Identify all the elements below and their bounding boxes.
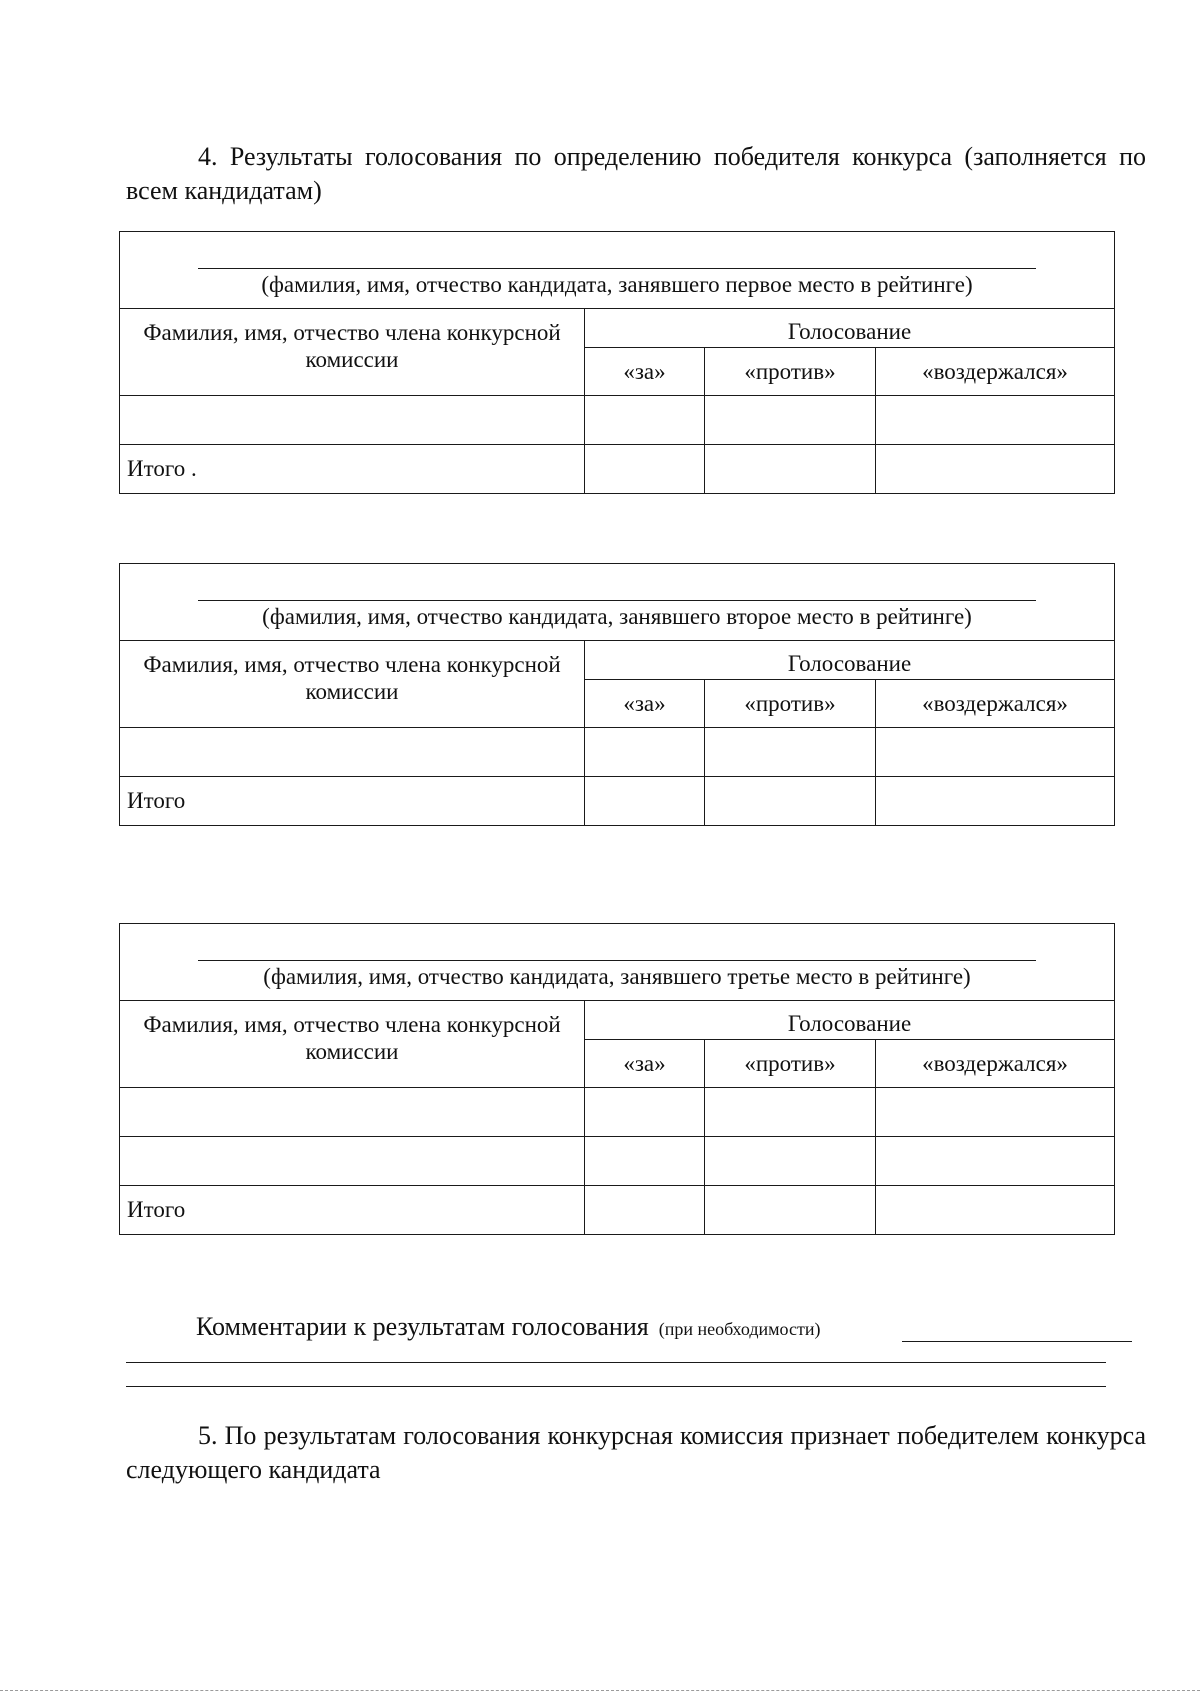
table-row <box>120 1137 1115 1186</box>
vote-abstain-cell[interactable] <box>876 1137 1115 1186</box>
vote-against-cell[interactable] <box>705 396 876 445</box>
candidate-name-line <box>198 268 1036 269</box>
comments-note: (при необходимости) <box>658 1319 821 1339</box>
option-against: «против» <box>705 348 876 396</box>
option-for: «за» <box>585 1040 705 1088</box>
member-name-header: Фамилия, имя, отчество члена конкурсной комиссии <box>120 309 585 396</box>
section-5-heading: 5. По результатам голосования конкурсная комиссия признает победителем конкурса следующего кандидата <box>126 1421 1146 1484</box>
vote-against-cell[interactable] <box>705 728 876 777</box>
candidate-caption: (фамилия, имя, отчество кандидата, занявшего первое место в рейтинге) <box>261 272 973 297</box>
member-name-cell[interactable] <box>120 728 585 777</box>
total-for-cell[interactable] <box>585 1186 705 1235</box>
member-name-cell[interactable] <box>120 1088 585 1137</box>
vote-abstain-cell[interactable] <box>876 728 1115 777</box>
option-abstain: «воздержался» <box>876 680 1115 728</box>
member-name-header: Фамилия, имя, отчество члена конкурсной комиссии <box>120 641 585 728</box>
option-for: «за» <box>585 680 705 728</box>
total-abstain-cell[interactable] <box>876 1186 1115 1235</box>
vote-abstain-cell[interactable] <box>876 396 1115 445</box>
vote-header: Голосование <box>585 641 1115 680</box>
vote-table-third-place <box>119 923 1115 1235</box>
candidate-name-cell[interactable] <box>120 564 1115 641</box>
table-row <box>120 728 1115 777</box>
candidate-name-line <box>198 960 1036 961</box>
total-abstain-cell[interactable] <box>876 445 1115 494</box>
comments-fill-line[interactable] <box>126 1386 1106 1387</box>
total-label: Итого <box>120 1186 585 1235</box>
comments-label <box>196 1310 820 1346</box>
total-row <box>120 1186 1115 1235</box>
total-label: Итого . <box>120 445 585 494</box>
vote-abstain-cell[interactable] <box>876 1088 1115 1137</box>
candidate-name-cell[interactable] <box>120 232 1115 309</box>
option-against: «против» <box>705 1040 876 1088</box>
comments-title: Комментарии к результатам голосования <box>196 1312 649 1341</box>
total-against-cell[interactable] <box>705 777 876 826</box>
vote-for-cell[interactable] <box>585 1137 705 1186</box>
option-abstain: «воздержался» <box>876 348 1115 396</box>
section-4-heading: 4. Результаты голосования по определению победителя конкурса (заполняется по всем кандидатам) <box>126 142 1146 205</box>
total-label: Итого <box>120 777 585 826</box>
total-against-cell[interactable] <box>705 445 876 494</box>
option-for: «за» <box>585 348 705 396</box>
total-for-cell[interactable] <box>585 777 705 826</box>
vote-for-cell[interactable] <box>585 396 705 445</box>
comments-fill-line[interactable] <box>126 1362 1106 1363</box>
scan-edge-artifact <box>0 1690 1200 1691</box>
vote-against-cell[interactable] <box>705 1137 876 1186</box>
candidate-name-line <box>198 600 1036 601</box>
vote-against-cell[interactable] <box>705 1088 876 1137</box>
table-row <box>120 396 1115 445</box>
total-row <box>120 445 1115 494</box>
vote-table-second-place <box>119 563 1115 826</box>
total-against-cell[interactable] <box>705 1186 876 1235</box>
candidate-caption: (фамилия, имя, отчество кандидата, занявшего третье место в рейтинге) <box>263 964 971 989</box>
total-for-cell[interactable] <box>585 445 705 494</box>
option-against: «против» <box>705 680 876 728</box>
vote-table-first-place <box>119 231 1115 494</box>
vote-header: Голосование <box>585 1001 1115 1040</box>
table-row <box>120 1088 1115 1137</box>
comments-fill-line[interactable] <box>902 1341 1132 1342</box>
total-abstain-cell[interactable] <box>876 777 1115 826</box>
vote-for-cell[interactable] <box>585 728 705 777</box>
candidate-caption: (фамилия, имя, отчество кандидата, занявшего второе место в рейтинге) <box>262 604 972 629</box>
member-name-cell[interactable] <box>120 396 585 445</box>
total-row <box>120 777 1115 826</box>
vote-header: Голосование <box>585 309 1115 348</box>
member-name-header: Фамилия, имя, отчество члена конкурсной комиссии <box>120 1001 585 1088</box>
option-abstain: «воздержался» <box>876 1040 1115 1088</box>
candidate-name-cell[interactable] <box>120 924 1115 1001</box>
vote-for-cell[interactable] <box>585 1088 705 1137</box>
member-name-cell[interactable] <box>120 1137 585 1186</box>
